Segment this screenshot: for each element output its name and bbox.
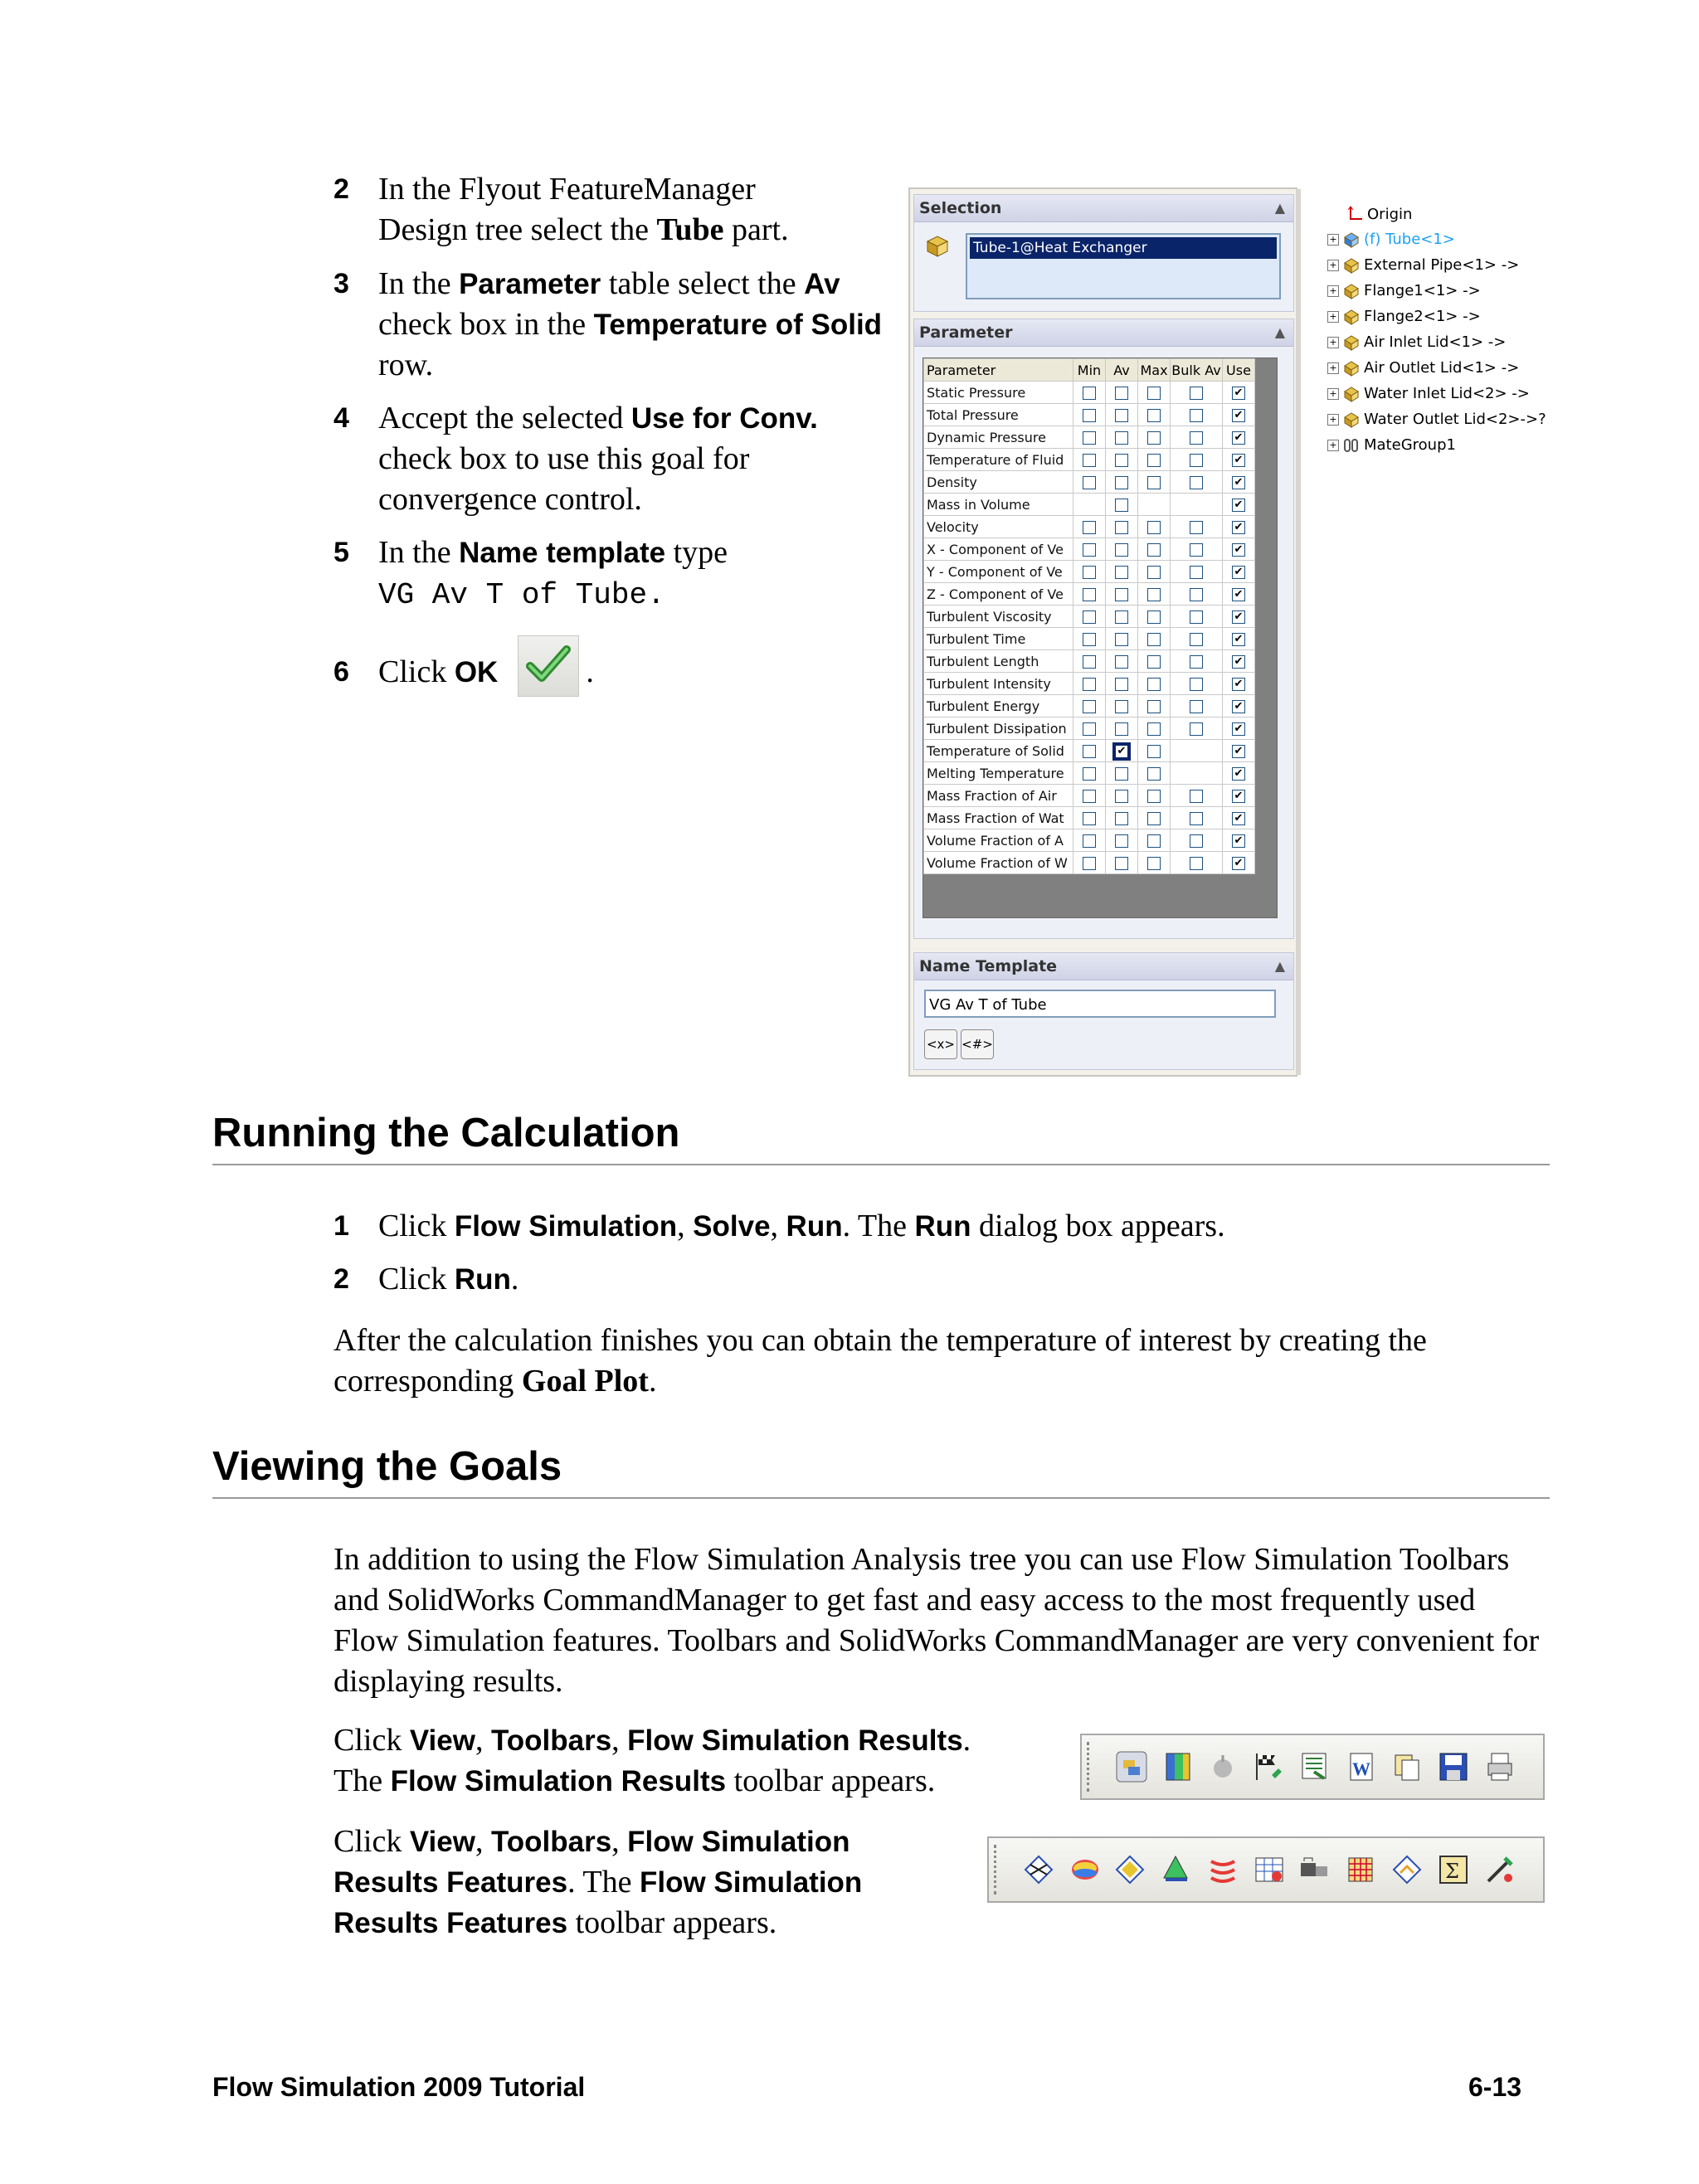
bulk-checkbox[interactable] bbox=[1190, 678, 1203, 691]
max-checkbox[interactable] bbox=[1147, 454, 1161, 467]
max-checkbox[interactable] bbox=[1147, 700, 1161, 713]
group-header[interactable]: Selection ▲ bbox=[914, 195, 1293, 222]
bulk-checkbox[interactable] bbox=[1190, 387, 1203, 400]
parameter-name: Volume Fraction of W bbox=[924, 852, 1073, 874]
parameter-name: Turbulent Time bbox=[924, 628, 1073, 650]
use-checkbox[interactable] bbox=[1232, 857, 1245, 870]
part-icon bbox=[1342, 411, 1361, 429]
use-checkbox[interactable] bbox=[1232, 633, 1245, 646]
av-checkbox[interactable] bbox=[1115, 722, 1128, 736]
tree-item[interactable] bbox=[1327, 227, 1455, 252]
parameter-row bbox=[924, 426, 1255, 449]
step-5 bbox=[333, 533, 881, 615]
step-number: 2 bbox=[333, 1263, 349, 1295]
tree-item-label: (f) Tube<1> bbox=[1364, 231, 1455, 248]
use-checkbox[interactable] bbox=[1232, 767, 1245, 781]
min-checkbox[interactable] bbox=[1083, 454, 1096, 467]
bulk-checkbox[interactable] bbox=[1190, 834, 1203, 848]
tree-item[interactable] bbox=[1327, 253, 1519, 278]
flow-simulation-results-toolbar bbox=[1080, 1734, 1545, 1800]
bulk-checkbox[interactable] bbox=[1190, 588, 1203, 601]
group-header[interactable]: Name Template ▲ bbox=[914, 953, 1293, 980]
min-checkbox[interactable] bbox=[1083, 722, 1096, 736]
save-icon[interactable] bbox=[1437, 1750, 1470, 1783]
use-checkbox[interactable] bbox=[1232, 722, 1245, 736]
calc-paragraph: After the calculation finishes you can obtain the temperature of interest by creating the corresponding Goal Plot. bbox=[333, 1323, 1427, 1398]
parameter-row bbox=[924, 762, 1255, 785]
expand-icon[interactable]: + bbox=[1327, 414, 1339, 426]
max-checkbox[interactable] bbox=[1147, 767, 1161, 781]
tree-item-origin[interactable]: Origin bbox=[1346, 202, 1412, 227]
parameter-row bbox=[924, 695, 1255, 717]
tree-item-label: Air Outlet Lid<1> -> bbox=[1364, 359, 1520, 377]
av-checkbox[interactable] bbox=[1115, 476, 1128, 489]
selection-listbox[interactable] bbox=[966, 233, 1281, 299]
expand-icon[interactable]: + bbox=[1327, 260, 1339, 271]
goal-plot-icon[interactable] bbox=[1437, 1853, 1470, 1886]
av-checkbox[interactable] bbox=[1115, 566, 1128, 579]
step-number: 4 bbox=[333, 402, 349, 434]
max-checkbox[interactable] bbox=[1147, 521, 1161, 534]
goals-paragraph: In addition to using the Flow Simulation Analysis tree you can use Flow Simulation Toolbars and SolidWorks CommandManager to get fast and easy access to the most frequently used Flow Simulation features. Toolbars and SolidWorks CommandManager are very convenient for displaying results. bbox=[333, 1542, 1540, 1699]
collapse-icon[interactable]: ▲ bbox=[1274, 200, 1285, 216]
word-report-icon[interactable] bbox=[1346, 1750, 1379, 1783]
use-checkbox[interactable] bbox=[1232, 610, 1245, 624]
av-checkbox[interactable] bbox=[1115, 633, 1128, 646]
min-checkbox[interactable] bbox=[1083, 857, 1096, 870]
parameter-name: Turbulent Length bbox=[924, 650, 1073, 673]
section-title: Running the Calculation bbox=[212, 1111, 680, 1155]
section-title: Viewing the Goals bbox=[212, 1444, 562, 1489]
parameter-name: Mass in Volume bbox=[924, 494, 1073, 516]
max-checkbox[interactable] bbox=[1147, 745, 1161, 758]
part-icon bbox=[1342, 256, 1361, 275]
surface-parameters-icon[interactable] bbox=[1297, 1853, 1331, 1886]
tree-item-label: External Pipe<1> -> bbox=[1364, 256, 1520, 274]
footer-title: Flow Simulation 2009 Tutorial bbox=[212, 2072, 586, 2102]
parameter-row bbox=[924, 516, 1255, 538]
code-text: VG Av T of Tube. bbox=[378, 578, 665, 612]
parameter-row bbox=[924, 628, 1255, 650]
use-checkbox[interactable] bbox=[1232, 812, 1245, 825]
volume-parameters-icon[interactable] bbox=[1344, 1853, 1377, 1886]
column-header: Min bbox=[1073, 359, 1106, 382]
part-icon bbox=[1342, 282, 1361, 300]
min-checkbox[interactable] bbox=[1083, 409, 1096, 422]
group-header[interactable]: Parameter ▲ bbox=[914, 319, 1293, 347]
tree-item-label: Water Outlet Lid<2>->? bbox=[1364, 411, 1546, 428]
part-icon bbox=[1342, 359, 1361, 377]
max-checkbox[interactable] bbox=[1147, 834, 1161, 848]
print-icon[interactable] bbox=[1483, 1750, 1516, 1783]
load-results-icon[interactable] bbox=[1115, 1750, 1148, 1783]
collapse-icon[interactable]: ▲ bbox=[1274, 324, 1285, 340]
bulk-checkbox[interactable] bbox=[1190, 700, 1203, 713]
use-checkbox[interactable] bbox=[1232, 476, 1245, 489]
av-checkbox[interactable] bbox=[1115, 767, 1128, 781]
parameter-row bbox=[924, 785, 1255, 807]
toolbar-grip[interactable] bbox=[994, 1845, 1001, 1895]
tree-item[interactable] bbox=[1327, 433, 1456, 458]
parameter-name: Mass Fraction of Wat bbox=[924, 807, 1073, 829]
use-checkbox[interactable] bbox=[1232, 678, 1245, 691]
max-checkbox[interactable] bbox=[1147, 722, 1161, 736]
parameter-row bbox=[924, 673, 1255, 695]
step-text: Click OK . bbox=[378, 654, 594, 689]
use-checkbox[interactable] bbox=[1232, 543, 1245, 557]
min-checkbox[interactable] bbox=[1083, 610, 1096, 624]
min-checkbox[interactable] bbox=[1083, 790, 1096, 803]
av-checkbox[interactable] bbox=[1115, 499, 1128, 512]
part-icon bbox=[924, 233, 951, 258]
step-text: In the Flyout FeatureManager Design tree select the Tube part. bbox=[378, 172, 789, 247]
flow-measure-icon[interactable] bbox=[1483, 1853, 1516, 1886]
bulk-checkbox[interactable] bbox=[1190, 431, 1203, 445]
parameter-row bbox=[924, 561, 1255, 583]
particle-study-icon[interactable] bbox=[1206, 1853, 1239, 1886]
bulk-checkbox[interactable] bbox=[1190, 857, 1203, 870]
part-icon bbox=[1342, 385, 1361, 403]
parameter-name: Turbulent Energy bbox=[924, 695, 1073, 717]
step-text: In the Name template type VG Av T of Tube. bbox=[378, 535, 728, 612]
expand-icon[interactable]: + bbox=[1327, 311, 1339, 323]
part-icon bbox=[1342, 308, 1361, 326]
bulk-checkbox[interactable] bbox=[1190, 521, 1203, 534]
av-checkbox[interactable] bbox=[1115, 678, 1128, 691]
bulk-checkbox[interactable] bbox=[1190, 812, 1203, 825]
tree-item[interactable] bbox=[1327, 407, 1546, 432]
av-checkbox[interactable] bbox=[1115, 812, 1128, 825]
parameter-name: Turbulent Dissipation bbox=[924, 717, 1073, 740]
min-checkbox[interactable] bbox=[1083, 387, 1096, 400]
use-checkbox[interactable] bbox=[1232, 566, 1245, 579]
tree-item-label: Air Inlet Lid<1> -> bbox=[1364, 333, 1507, 351]
column-header: Av bbox=[1106, 359, 1138, 382]
results-toolbar-instruction: Click View, Toolbars, Flow Simulation Results. The Flow Simulation Results toolbar appears. bbox=[333, 1723, 971, 1798]
parameter-name: Volume Fraction of A bbox=[924, 829, 1073, 852]
parameter-name: Z - Component of Ve bbox=[924, 583, 1073, 606]
max-checkbox[interactable] bbox=[1147, 678, 1161, 691]
expand-icon[interactable]: + bbox=[1327, 388, 1339, 400]
panel-splitter[interactable] bbox=[1296, 189, 1301, 1075]
tree-item[interactable] bbox=[1327, 356, 1519, 381]
max-checkbox[interactable] bbox=[1147, 476, 1161, 489]
parameter-row bbox=[924, 471, 1255, 494]
min-checkbox[interactable] bbox=[1083, 431, 1096, 445]
parameter-row bbox=[924, 717, 1255, 740]
av-checkbox[interactable] bbox=[1115, 857, 1128, 870]
parameter-name: Turbulent Intensity bbox=[924, 673, 1073, 695]
min-checkbox[interactable] bbox=[1083, 521, 1096, 534]
parameter-name: Static Pressure bbox=[924, 382, 1073, 404]
parameter-row bbox=[924, 382, 1255, 404]
insert-x-button[interactable]: <x> bbox=[924, 1029, 957, 1059]
tree-item[interactable] bbox=[1327, 330, 1506, 355]
av-checkbox[interactable] bbox=[1115, 790, 1128, 803]
av-checkbox[interactable] bbox=[1115, 387, 1128, 400]
use-checkbox[interactable] bbox=[1232, 409, 1245, 422]
expand-icon[interactable]: + bbox=[1327, 362, 1339, 374]
av-checkbox[interactable] bbox=[1115, 409, 1128, 422]
goals-flag-icon[interactable] bbox=[1252, 1750, 1285, 1783]
name-template-group bbox=[913, 952, 1294, 1070]
use-checkbox[interactable] bbox=[1232, 834, 1245, 848]
section-rule bbox=[212, 1497, 1550, 1499]
parameter-row bbox=[924, 583, 1255, 606]
part-icon bbox=[1342, 333, 1361, 352]
use-checkbox[interactable] bbox=[1232, 431, 1245, 445]
bulk-checkbox[interactable] bbox=[1190, 454, 1203, 467]
tree-item[interactable] bbox=[1327, 382, 1530, 406]
column-header: Max bbox=[1138, 359, 1171, 382]
parameter-table bbox=[923, 358, 1278, 918]
max-checkbox[interactable] bbox=[1147, 566, 1161, 579]
max-checkbox[interactable] bbox=[1147, 543, 1161, 557]
svg-text:W: W bbox=[1352, 1758, 1370, 1779]
step-text: Accept the selected Use for Conv. check box to use this goal for convergence control. bbox=[378, 401, 818, 517]
parameter-name: Total Pressure bbox=[924, 404, 1073, 426]
av-checkbox[interactable] bbox=[1115, 655, 1128, 669]
results-palette-icon[interactable] bbox=[1161, 1750, 1195, 1783]
svg-text:Σ: Σ bbox=[1445, 1860, 1459, 1883]
min-checkbox[interactable] bbox=[1083, 633, 1096, 646]
ok-button[interactable] bbox=[518, 635, 579, 697]
parameter-row bbox=[924, 740, 1255, 762]
max-checkbox[interactable] bbox=[1147, 409, 1161, 422]
parameter-row bbox=[924, 494, 1255, 516]
excel-report-icon[interactable] bbox=[1299, 1750, 1332, 1783]
copy-results-icon[interactable] bbox=[1390, 1750, 1424, 1783]
max-checkbox[interactable] bbox=[1147, 387, 1161, 400]
expand-icon[interactable]: + bbox=[1327, 440, 1339, 451]
av-checkbox[interactable] bbox=[1115, 543, 1128, 557]
origin-icon bbox=[1346, 206, 1364, 224]
step-number: 6 bbox=[333, 656, 349, 688]
use-checkbox[interactable] bbox=[1232, 588, 1245, 601]
table-header-row bbox=[924, 359, 1255, 382]
min-checkbox[interactable] bbox=[1083, 566, 1096, 579]
insert-number-button[interactable]: <#> bbox=[961, 1029, 994, 1059]
max-checkbox[interactable] bbox=[1147, 633, 1161, 646]
column-header: Parameter bbox=[924, 359, 1073, 382]
tree-item-label: Flange2<1> -> bbox=[1364, 308, 1481, 325]
expand-icon[interactable]: + bbox=[1327, 285, 1339, 297]
parameter-name: Dynamic Pressure bbox=[924, 426, 1073, 449]
selected-item[interactable]: Tube-1@Heat Exchanger bbox=[970, 237, 1277, 259]
parameter-row bbox=[924, 852, 1255, 874]
step-number: 3 bbox=[333, 268, 349, 299]
page-number: 6-13 bbox=[1468, 2072, 1522, 2102]
calc-step-2: 2 Click Run. bbox=[333, 1259, 997, 1300]
features-toolbar-instruction: Click View, Toolbars, Flow Simulation Results Features. The Flow Simulation Results Features toolbar appears. bbox=[333, 1824, 863, 1940]
max-checkbox[interactable] bbox=[1147, 610, 1161, 624]
use-checkbox[interactable] bbox=[1232, 655, 1245, 669]
min-checkbox[interactable] bbox=[1083, 678, 1096, 691]
min-checkbox[interactable] bbox=[1083, 700, 1096, 713]
point-parameters-icon[interactable] bbox=[1253, 1853, 1286, 1886]
column-header: Bulk Av bbox=[1171, 359, 1223, 382]
step-text: In the Parameter table select the Av check box in the Temperature of Solid row. bbox=[378, 266, 883, 382]
xy-plot-icon[interactable] bbox=[1390, 1853, 1424, 1886]
step-6 bbox=[333, 652, 665, 693]
bulk-checkbox[interactable] bbox=[1190, 543, 1203, 557]
max-checkbox[interactable] bbox=[1147, 790, 1161, 803]
bulk-checkbox[interactable] bbox=[1190, 476, 1203, 489]
use-checkbox[interactable] bbox=[1232, 387, 1245, 400]
parameter-row bbox=[924, 829, 1255, 852]
min-checkbox[interactable] bbox=[1083, 655, 1096, 669]
tree-item-label: Flange1<1> -> bbox=[1364, 282, 1481, 299]
parameter-row bbox=[924, 606, 1255, 628]
bulk-checkbox[interactable] bbox=[1190, 655, 1203, 669]
use-checkbox[interactable] bbox=[1232, 521, 1245, 534]
collapse-icon[interactable]: ▲ bbox=[1274, 958, 1285, 974]
tree-item-label: Water Inlet Lid<2> -> bbox=[1364, 385, 1530, 402]
min-checkbox[interactable] bbox=[1083, 834, 1096, 848]
parameter-name: Melting Temperature bbox=[924, 762, 1073, 785]
step-number: 2 bbox=[333, 173, 349, 205]
parameter-group bbox=[913, 319, 1294, 939]
parameter-row bbox=[924, 538, 1255, 561]
calc-step-1: 1 Click Flow Simulation, Solve, Run. The Run dialog box appears. bbox=[333, 1206, 1578, 1247]
part-icon bbox=[1342, 231, 1361, 249]
parameter-row bbox=[924, 807, 1255, 829]
bulk-checkbox[interactable] bbox=[1190, 409, 1203, 422]
step-3 bbox=[333, 264, 898, 386]
surface-plot-icon[interactable] bbox=[1069, 1853, 1102, 1886]
parameter-name: X - Component of Ve bbox=[924, 538, 1073, 561]
expand-icon[interactable]: + bbox=[1327, 337, 1339, 348]
step-2 bbox=[333, 169, 848, 251]
min-checkbox[interactable] bbox=[1083, 476, 1096, 489]
expand-icon[interactable]: + bbox=[1327, 234, 1339, 246]
section-rule bbox=[212, 1164, 1550, 1165]
min-checkbox[interactable] bbox=[1083, 588, 1096, 601]
selection-group bbox=[913, 194, 1294, 312]
av-checkbox[interactable] bbox=[1115, 610, 1128, 624]
max-checkbox[interactable] bbox=[1147, 588, 1161, 601]
bulk-checkbox[interactable] bbox=[1190, 790, 1203, 803]
gravity-icon[interactable] bbox=[1206, 1750, 1239, 1783]
goal-property-manager bbox=[908, 187, 1297, 1077]
step-number: 5 bbox=[333, 537, 349, 568]
av-checkbox[interactable] bbox=[1114, 744, 1129, 759]
max-checkbox[interactable] bbox=[1147, 655, 1161, 669]
step-number: 1 bbox=[333, 1210, 349, 1242]
parameter-name: Mass Fraction of Air bbox=[924, 785, 1073, 807]
flow-trajectories-icon[interactable] bbox=[1159, 1853, 1192, 1886]
parameter-row bbox=[924, 650, 1255, 673]
use-checkbox[interactable] bbox=[1232, 454, 1245, 467]
min-checkbox[interactable] bbox=[1083, 543, 1096, 557]
use-checkbox[interactable] bbox=[1232, 700, 1245, 713]
name-template-input[interactable]: VG Av T of Tube bbox=[924, 990, 1276, 1018]
use-checkbox[interactable] bbox=[1232, 790, 1245, 803]
av-checkbox[interactable] bbox=[1115, 700, 1128, 713]
av-checkbox[interactable] bbox=[1115, 431, 1128, 445]
parameter-name: Velocity bbox=[924, 516, 1073, 538]
bulk-checkbox[interactable] bbox=[1190, 610, 1203, 624]
checkmark-icon bbox=[518, 636, 578, 696]
min-checkbox[interactable] bbox=[1083, 812, 1096, 825]
parameter-row bbox=[924, 404, 1255, 426]
column-header: Use bbox=[1223, 359, 1255, 382]
bulk-checkbox[interactable] bbox=[1190, 566, 1203, 579]
tree-item[interactable] bbox=[1327, 304, 1481, 329]
tree-item[interactable] bbox=[1327, 279, 1481, 304]
parameter-row bbox=[924, 449, 1255, 471]
parameter-name: Turbulent Viscosity bbox=[924, 606, 1073, 628]
min-checkbox[interactable] bbox=[1083, 767, 1096, 781]
flow-simulation-results-features-toolbar bbox=[987, 1836, 1545, 1903]
cut-plot-icon[interactable] bbox=[1022, 1853, 1055, 1886]
av-checkbox[interactable] bbox=[1115, 834, 1128, 848]
parameter-name: Density bbox=[924, 471, 1073, 494]
isosurfaces-icon[interactable] bbox=[1113, 1853, 1146, 1886]
mate-group-icon bbox=[1342, 436, 1361, 455]
parameter-grid bbox=[923, 358, 1255, 874]
max-checkbox[interactable] bbox=[1147, 812, 1161, 825]
min-checkbox[interactable] bbox=[1083, 745, 1096, 758]
parameter-name: Temperature of Solid bbox=[924, 740, 1073, 762]
tree-item-label: MateGroup1 bbox=[1364, 436, 1456, 454]
bulk-checkbox[interactable] bbox=[1190, 722, 1203, 736]
parameter-name: Y - Component of Ve bbox=[924, 561, 1073, 583]
toolbar-grip[interactable] bbox=[1087, 1742, 1094, 1792]
parameter-name: Temperature of Fluid bbox=[924, 449, 1073, 471]
step-4 bbox=[333, 398, 881, 520]
max-checkbox[interactable] bbox=[1147, 431, 1161, 445]
use-checkbox[interactable] bbox=[1232, 745, 1245, 758]
use-checkbox[interactable] bbox=[1232, 499, 1245, 512]
av-checkbox[interactable] bbox=[1115, 454, 1128, 467]
max-checkbox[interactable] bbox=[1147, 857, 1161, 870]
av-checkbox[interactable] bbox=[1115, 521, 1128, 534]
bulk-checkbox[interactable] bbox=[1190, 633, 1203, 646]
av-checkbox[interactable] bbox=[1115, 588, 1128, 601]
